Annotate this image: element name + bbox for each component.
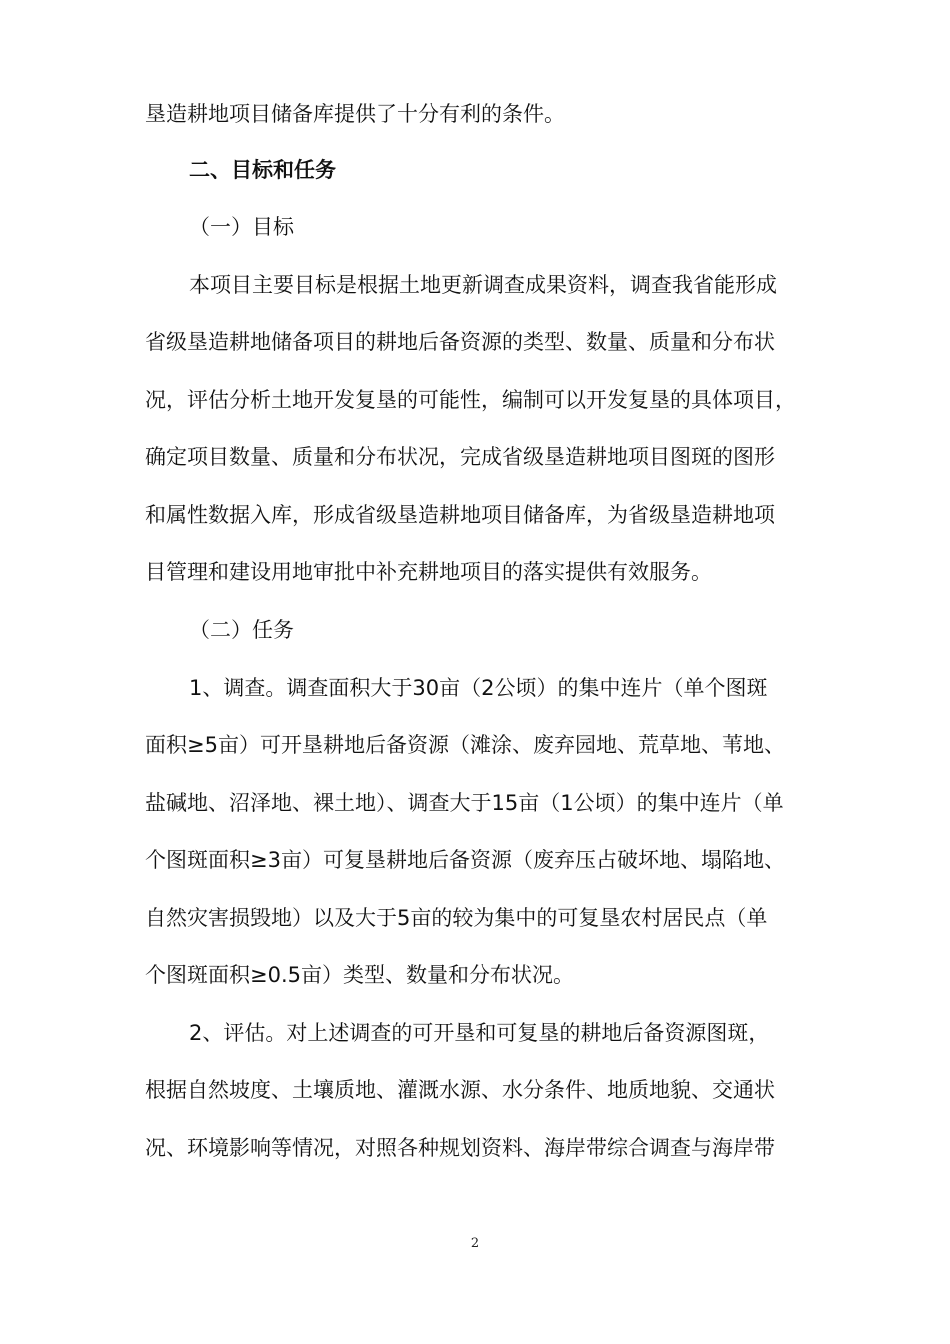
body-text-line: 个图斑面积≥0.5亩）类型、数量和分布状况。 bbox=[145, 963, 574, 987]
body-text-line: 个图斑面积≥3亩）可复垦耕地后备资源（废弃压占破坏地、塌陷地、 bbox=[145, 848, 785, 872]
subsection-heading: （二）任务 bbox=[189, 618, 294, 642]
body-text-line: 盐碱地、沼泽地、裸土地）、调查大于15亩（1公顷）的集中连片（单 bbox=[145, 791, 784, 815]
body-text-line: 根据自然坡度、土壤质地、灌溉水源、水分条件、地质地貌、交通状 bbox=[145, 1078, 775, 1102]
body-text-line: 省级垦造耕地储备项目的耕地后备资源的类型、数量、质量和分布状 bbox=[145, 330, 775, 354]
body-text-line: 本项目主要目标是根据土地更新调查成果资料，调查我省能形成 bbox=[189, 273, 777, 297]
body-text-line: 目管理和建设用地审批中补充耕地项目的落实提供有效服务。 bbox=[145, 560, 712, 584]
body-text-line: 面积≥5亩）可开垦耕地后备资源（滩涂、废弃园地、荒草地、苇地、 bbox=[145, 733, 785, 757]
body-text-line: 自然灾害损毁地）以及大于5亩的较为集中的可复垦农村居民点（单 bbox=[145, 906, 768, 930]
body-text-line: 垦造耕地项目储备库提供了十分有利的条件。 bbox=[145, 102, 565, 126]
body-text-line: 况，评估分析土地开发复垦的可能性，编制可以开发复垦的具体项目， bbox=[145, 388, 796, 412]
body-text-line: 和属性数据入库，形成省级垦造耕地项目储备库，为省级垦造耕地项 bbox=[145, 503, 775, 527]
subsection-heading: （一）目标 bbox=[189, 215, 294, 239]
body-text-line: 况、环境影响等情况，对照各种规划资料、海岸带综合调查与海岸带 bbox=[145, 1136, 775, 1160]
section-heading: 二、目标和任务 bbox=[189, 158, 336, 182]
body-text-line: 确定项目数量、质量和分布状况，完成省级垦造耕地项目图斑的图形 bbox=[145, 445, 775, 469]
body-text-line: 2、评估。对上述调查的可开垦和可复垦的耕地后备资源图斑， bbox=[189, 1021, 770, 1045]
body-text-line: 1、调查。调查面积大于30亩（2公顷）的集中连片（单个图斑 bbox=[189, 676, 768, 700]
page-number: 2 bbox=[470, 1236, 480, 1251]
